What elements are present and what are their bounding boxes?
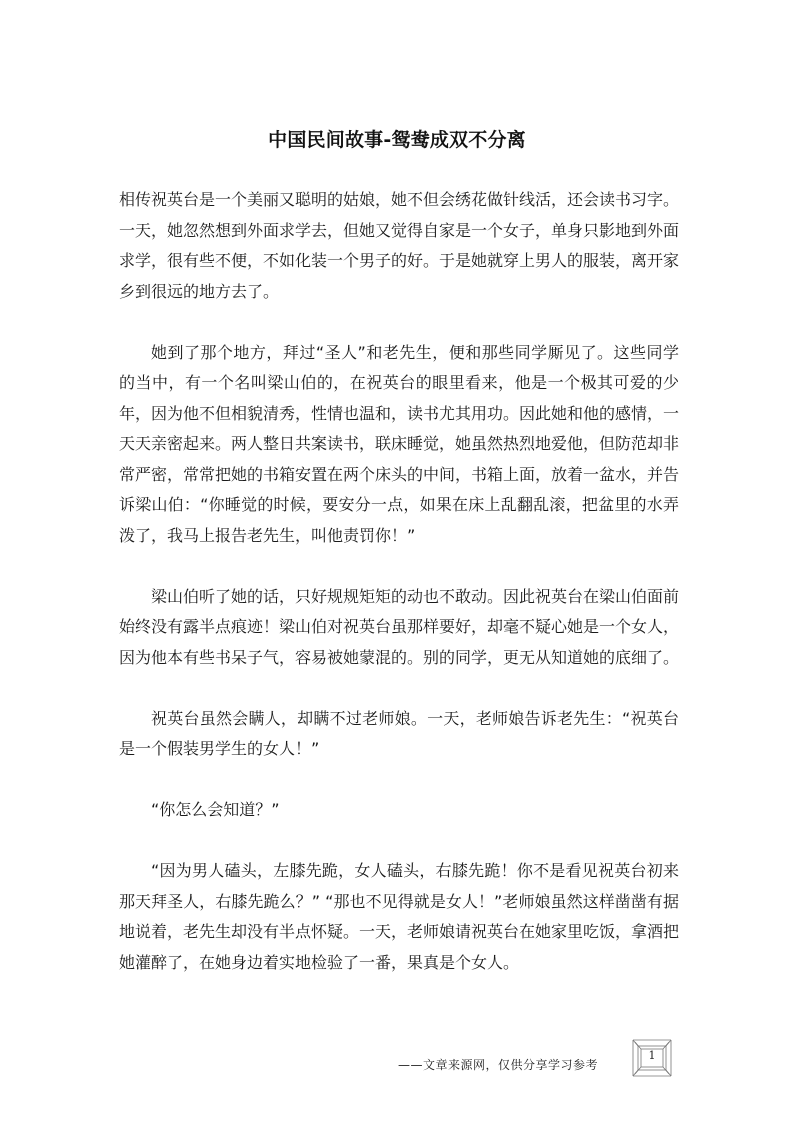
paragraph-5: “你怎么会知道？” [151, 800, 280, 819]
document-title: 中国民间故事-鸳鸯成双不分离 [268, 129, 526, 151]
paragraph-3: 梁山伯听了她的话，只好规规矩矩的动也不敢动。因此祝英台在梁山伯面前始终没有露半点痕迹！梁山伯对祝英台虽那样要好，却毫不疑心她是一个女人，因为他本有些书呆子气，容易被她蒙混的。别的同学，更无从知道她的底细了。 [119, 586, 680, 667]
paragraph-1: 相传祝英台是一个美丽又聪明的姑娘，她不但会绣花做针线活，还会读书习字。一天，她忽然想到外面求学去，但她又觉得自家是一个女子，单身只影地到外面求学，很有些不便，不如化装一个男子的好。于是她就穿上男人的服装，离开家乡到很远的地方去了。 [119, 190, 680, 301]
page-number: 1 [648, 1049, 656, 1062]
paragraph-4: 祝英台虽然会瞒人，却瞒不过老师娘。一天，老师娘告诉老先生：“祝英台是一个假装男学生的女人！” [119, 708, 679, 758]
page-number-badge [632, 1038, 672, 1078]
paragraph-2: 她到了那个地方，拜过“圣人”和老先生，便和那些同学厮见了。这些同学的当中，有一个名叫梁山伯的，在祝英台的眼里看来，他是一个极其可爱的少年，因为他不但相貌清秀，性情也温和，读书尤其用功。因此她和他的感情，一天天亲密起来。两人整日共案读书，联床睡觉，她虽然热烈地爱他，但防范却非常严密，常常把她的书箱安置在两个床头的中间，书箱上面，放着一盆水，并告诉梁山伯：“你睡觉的时候，要安分一点，如果在床上乱翻乱滚，把盆里的水弄泼了，我马上报告老先生，叫他责罚你！” [119, 342, 680, 545]
document-body [119, 185, 679, 978]
footer-source-note: ——文章来源网，仅供分享学习参考 [398, 1058, 599, 1072]
paragraph-6: “因为男人磕头，左膝先跪，女人磕头，右膝先跪！你不是看见祝英台初来那天拜圣人，右膝先跪么？” “那也不见得就是女人！”老师娘虽然这样凿凿有据地说着，老先生却没有半点怀疑。一天，老师娘请祝英台在她家里吃饭，拿酒把她灌醉了，在她身边着实地检验了一番，果真是个女人。 [119, 861, 680, 972]
